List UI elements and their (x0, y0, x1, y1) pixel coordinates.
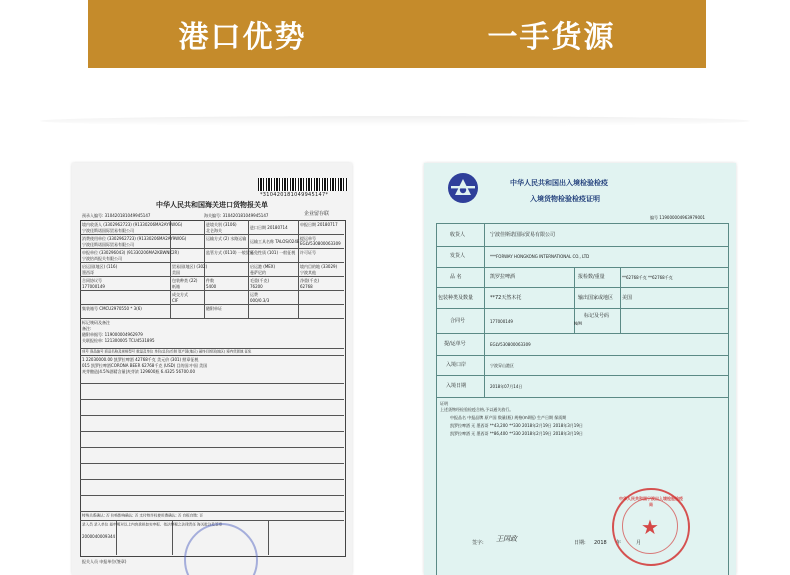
footer-signers: 录入员 录入单位 兹申明对以上内容承担如实申报、依法纳税之法律责任 海关批注及签章 (82, 522, 223, 527)
banner-left (88, 0, 397, 68)
cert-value-package: **72天然木托 (490, 295, 522, 301)
cert-value-product: 凯罗拉啤酒 (490, 274, 516, 280)
cert-label-quantity: 报检数/重量 (578, 274, 605, 280)
consumer-name: 宁波佳斯诺国际贸易有限公司 (82, 242, 134, 247)
cert-label-origin: 输出国家或地区 (578, 295, 614, 301)
cert-value-marks: N/M (574, 321, 582, 326)
receiver-name: 宁波佳斯诺国际贸易有限公司 (82, 228, 134, 233)
cert-label-product: 品 名 (450, 274, 462, 280)
declare-date: 申报日期 20180717 (300, 222, 338, 227)
net-value: 62768 (300, 284, 313, 289)
cert-value-contract: 177000149 (490, 319, 513, 324)
cert-date-day: 月 (636, 540, 642, 546)
trade-label: 贸易国(地区) (302) (172, 264, 208, 269)
cert-label-package: 包装种类及数量 (438, 295, 474, 301)
seal-star-icon: ★ (641, 515, 659, 539)
trade-value: 美国 (172, 270, 180, 275)
banner-port-advantage: 港口优势 (178, 20, 307, 55)
entry-port-name: 北仑海关 (206, 228, 222, 233)
bill-number: 提运单号 EGLV530800063309 (300, 236, 341, 246)
cert-table-row-2: 凯罗拉啤酒 无 墨西哥 **86,400 **330 2018年2月19日 2018年3月19日 (450, 431, 583, 436)
supervision-mode: 监管方式 (0110) 一般贸易 (206, 250, 254, 255)
cert-value-port: 宁波穿山港区 (490, 363, 514, 368)
pre-entry-number: 预录入编号: 310420181049945147 (82, 213, 151, 218)
port-value: 曼萨尼约 (250, 270, 266, 275)
net-label: 净重(千克) (300, 278, 320, 283)
barcode-image (258, 178, 348, 191)
marks-label: 标记唛码及备注 (82, 320, 110, 325)
banner-first-hand-source: 一手货源 (487, 20, 616, 55)
vessel-name: 运输工具名称 TALOS/024E (250, 239, 300, 244)
domestic-label: 境内目的地 (33029) (300, 264, 338, 269)
deal-value: CIF (172, 298, 179, 303)
deal-label: 成交方式 (172, 292, 188, 297)
domestic-value: 宁波其他 (300, 270, 316, 275)
footer-confirm: 特殊关系确认: 否 价格影响确认: 否 支付特许权使用费确认: 否 自报自缴: 否 (82, 513, 203, 518)
header-banner (88, 0, 706, 68)
cert-label-bill: 提/运单号 (444, 341, 466, 347)
goods-header: 项号 商品编号 商品名称及规格型号 数量及单位 单价/总价/币制 原产国(地区) 最终目的国(地区) 境内货源地 征免 (82, 349, 252, 354)
footer-entry-code: 2000040009344 (82, 534, 116, 539)
inspection-seal (612, 488, 690, 566)
freight-value: 000/0.3/3 (250, 298, 270, 303)
cert-label-receiver: 收货人 (450, 232, 466, 238)
cert-serial: 编号 119000004963979001 (650, 215, 706, 220)
declarant-name: 宁波怡尚报关有限公司 (82, 256, 122, 261)
levy-nature: 征免性质 (101) 一般征税 (250, 250, 296, 255)
divider-shadow (40, 116, 750, 126)
goods-row-1: 1 22030000.00 凯罗拉啤酒 42768千克 美元价 (301) 照章征税 (82, 357, 199, 362)
transport-mode: 运输方式 (2) 水路运输 (206, 236, 247, 241)
barcode-number: *310420181049945147* (260, 192, 329, 198)
cert-value-bill: EGLV530800063309 (490, 342, 531, 347)
note-3: 关联报检单: 121300005 TCU4531895 (82, 338, 155, 343)
copy-label: 企业留存联 (304, 211, 330, 217)
goods-row-3: 麦芽酿造|4.5%酒精含量|麦芽浓 129600瓶 6.4325 56700.00 (82, 369, 196, 374)
pack-value: 纸箱 (172, 284, 180, 289)
cert-value-quantity: **62768千克 **62768千克 (622, 275, 673, 280)
cert-label-contract: 合同号 (450, 318, 466, 324)
origin-label: 启运国(地区) (116) (82, 264, 118, 269)
customs-declaration-document (72, 163, 352, 575)
port-label: 启运港 (MEX) (250, 264, 276, 269)
footer-declarant: 报关人员 申报单位(签章) (82, 559, 127, 564)
contract-value: 177000149 (82, 284, 105, 289)
receiver-code: 境内收货人 (3302962723) (91330206MA2AY9W0G) (82, 222, 183, 227)
cert-table-header: 中报品名 中报品牌 原产国 数量(瓶) 规格(ml/瓶) 生产日期 保质期 (450, 415, 567, 420)
cert-label-shipper: 发货人 (450, 253, 466, 259)
cert-subtitle: 入境货物检验检疫证明 (530, 195, 600, 203)
pieces-value: 5400 (206, 284, 217, 289)
cert-label-port: 入境口岸 (446, 362, 467, 368)
banner-right (397, 0, 706, 68)
cert-value-date: 2018年07月14日 (490, 384, 523, 389)
cert-proof-label: 证明 (440, 401, 448, 406)
cert-value-receiver: 宁波佳斯诺国际贸易有限公司 (490, 232, 556, 238)
ciq-emblem-icon (446, 171, 480, 205)
note-1: 备注: (82, 326, 92, 331)
contract-label: 合同协议号 (82, 278, 102, 283)
declarant-code: 申报单位 (330296043) (91330206MA2KBWNK2R) (82, 250, 179, 255)
cert-table-row-1: 凯罗拉啤酒 无 墨西哥 **43,200 **330 2018年2月19日 2018年3月19日 (450, 423, 583, 428)
cert-label-date: 入境日期 (446, 383, 467, 389)
attached-docs: 随附单证 (206, 306, 222, 311)
goods-row-2: 015 凯罗拉啤酒CORONA BEER 62768千克 (USD) 目的国:中国 美国 (82, 363, 208, 368)
origin-value: 墨西哥 (82, 270, 94, 275)
inspection-certificate-document (424, 163, 736, 575)
seal-text: 中华人民共和国宁波出入境检验检疫局 (619, 496, 683, 507)
import-date: 进口日期 20180714 (250, 225, 288, 230)
cert-sign-label: 签字: (472, 540, 484, 546)
cert-date-year: 2018 (594, 540, 607, 546)
note-2: 随附单据号: 119000004962979 (82, 332, 143, 337)
license-number: 许可证号 (300, 250, 316, 255)
cert-value-origin: 美国 (622, 295, 633, 301)
cert-title: 中华人民共和国出入境检验检疫 (510, 179, 608, 187)
pieces-label: 件数 (206, 278, 214, 283)
container-number: 集装箱号 CMCU2970550 * 3(6) (82, 306, 142, 311)
doc-title: 中华人民共和国海关进口货物报关单 (156, 201, 268, 209)
freight-label: 运费 (250, 292, 258, 297)
cert-value-shipper: ***FORWAY HONGKONG INTERNATIONAL CO., LTD (490, 254, 590, 259)
cert-label-marks: 标记及号码 (584, 313, 610, 319)
gross-value: 76200 (250, 284, 263, 289)
pack-label: 包装种类 (22) (172, 278, 198, 283)
cert-date-month: 年 (616, 540, 622, 546)
consumer-code: 消费使用单位 (3302962723) (91330206MA2AY9W0G) (82, 236, 187, 241)
cert-proof-line: 上述货物经检验检疫合格,予以通关放行。 (440, 407, 514, 412)
gross-label: 毛重(千克) (250, 278, 270, 283)
entry-port: 进境关别 (3106) (206, 222, 237, 227)
cert-date-label: 日期: (574, 540, 586, 546)
customs-number: 海关编号: 310420181049945147 (204, 213, 269, 218)
cert-signature: 王国政 (496, 535, 517, 543)
